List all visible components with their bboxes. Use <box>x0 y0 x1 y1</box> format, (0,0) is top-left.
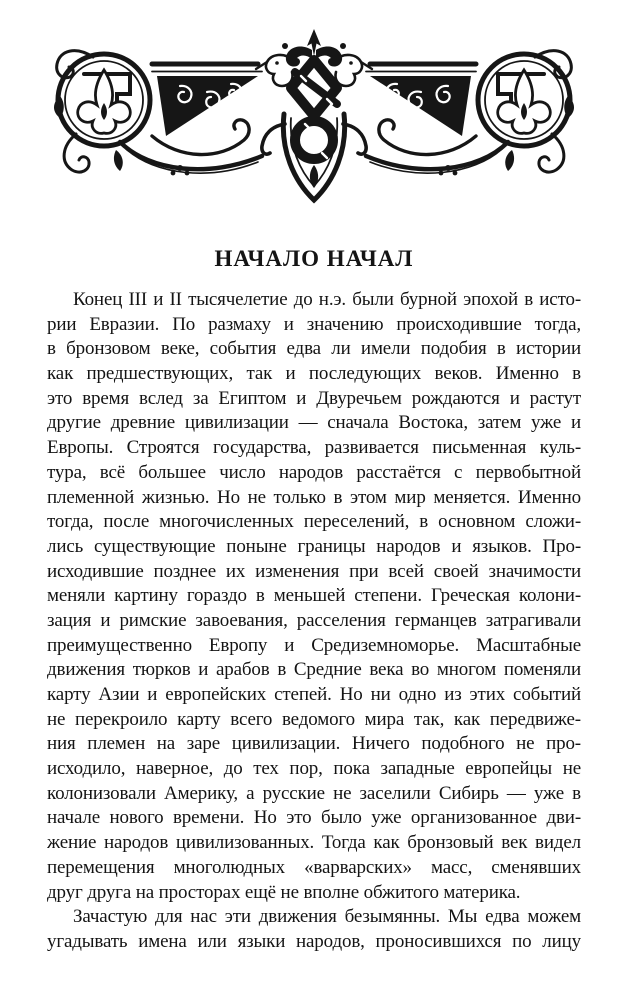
text-line: в бронзовом веке, события едва ли имели подобия в истории <box>47 338 581 360</box>
paragraph <box>47 905 581 954</box>
text-line: карту Азии и европейских степей. Но ни одно из этих событий <box>47 684 581 705</box>
chapter-title: НАЧАЛО НАЧАЛ <box>214 246 414 271</box>
text-line: начале нового времени. Но это было уже организованное дви- <box>47 807 581 829</box>
text-line: это время вслед за Египтом и Двуречьем рождаются и растут <box>47 387 581 409</box>
text-line: лись существующие поныне границы народов и языков. Про- <box>47 535 581 557</box>
text-line: тогда, после многочисленных переселений, в основном сложи- <box>47 511 581 533</box>
text-line: исходило, наверное, до тех пор, пока западные европейцы не <box>47 758 581 780</box>
text-line: преимущественно Европу и Средиземноморье. Масштабные <box>47 634 581 656</box>
text-line: зация и римские завоевания, расселения германцев затрагивали <box>47 609 581 631</box>
text-line: как предшествующих, так и последующих веков. Именно в <box>47 363 581 385</box>
ornament-headpiece-icon <box>52 28 576 206</box>
text-line: колонизовали Америку, а русские не заселили Сибирь — уже в <box>47 782 581 804</box>
text-line: ния племен на заре цивилизации. Ничего подобного не про- <box>47 733 581 755</box>
text-line: жение народов цивилизованных. Тогда как бронзовый век видел <box>47 832 581 854</box>
text-line: друг друга на просторах ещё не вполне обжитого материка. <box>47 881 521 903</box>
text-line: исходившие позднее их изменения при всей своей значимости <box>47 560 581 582</box>
text-line: не перекроило карту всего ведомого мира так, как передвиже- <box>47 708 581 730</box>
text-line: тура, всё большее число народов расстаётся с первобытной <box>47 461 581 483</box>
text-line: Европы. Строятся государства, развивается письменная куль- <box>47 437 581 459</box>
paragraph <box>47 288 581 905</box>
text-line: движения тюрков и арабов в Средние века во многом поменяли <box>47 659 581 681</box>
text-line: меняли картину гораздо в меньшей степени. Греческая колони- <box>47 585 581 607</box>
text-line: угадывать имена или языки народов, проносившихся по лицу <box>47 930 581 952</box>
text-line: Зачастую для нас эти движения безымянны. Мы едва можем <box>73 906 581 928</box>
text-line: Конец III и II тысячелетие до н.э. были бурной эпохой в исто- <box>73 289 581 310</box>
text-line: рии Евразии. По размаху и значению происходившие тогда, <box>47 313 581 335</box>
body-text <box>47 288 581 955</box>
text-line: перемещения многолюдных «варварских» масс, сменявших <box>47 856 581 878</box>
text-line: племенной жизнью. Но не только в этом мир меняется. Именно <box>47 486 581 508</box>
text-line: другие древние цивилизации — сначала Востока, затем уже и <box>47 412 581 434</box>
